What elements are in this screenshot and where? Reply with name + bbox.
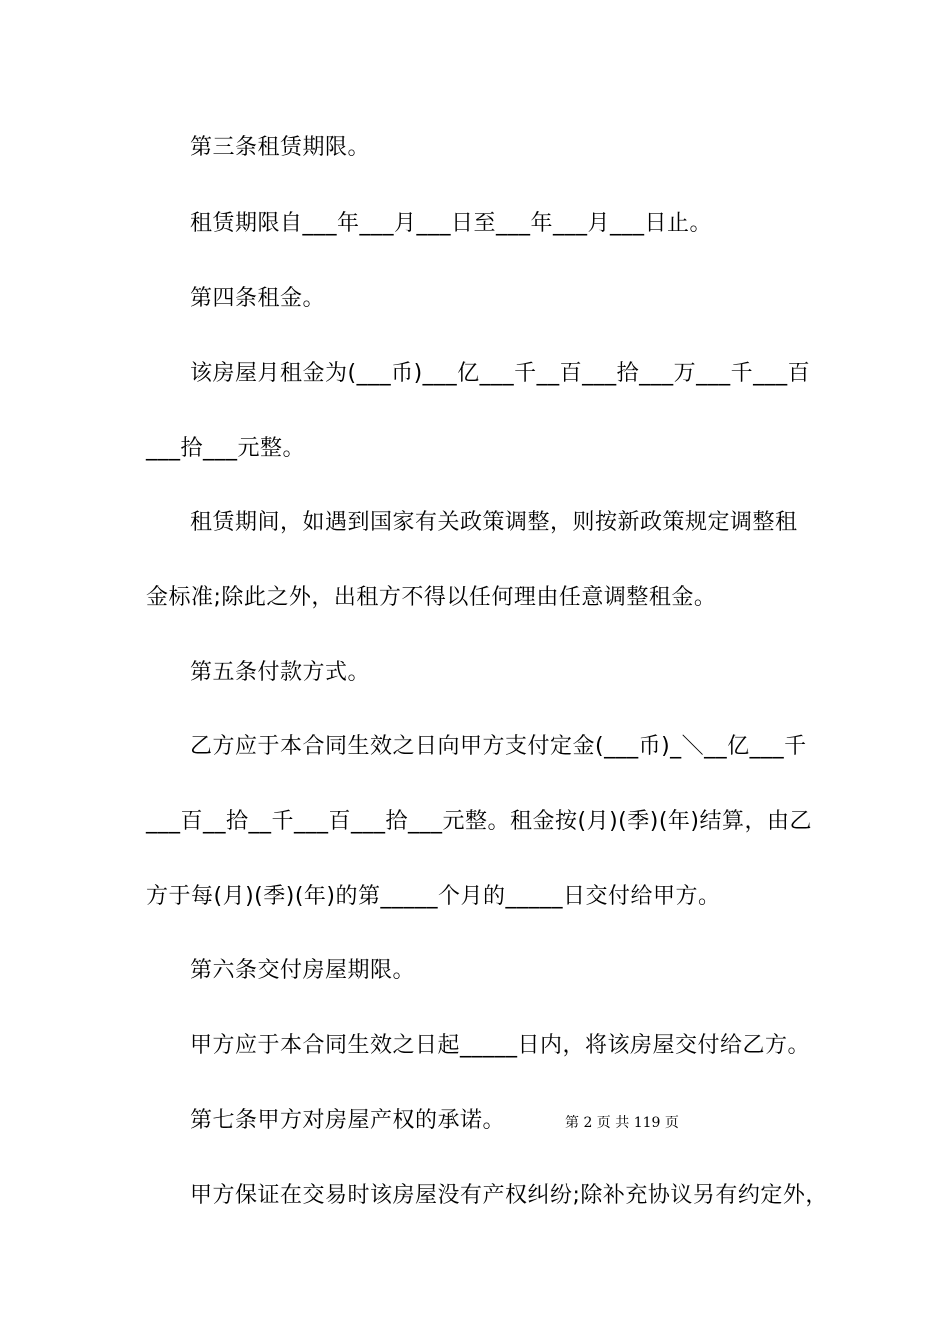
payment-paragraph-line-1: 乙方应于本合同生效之日向甲方支付定金(___币)_＼__亿___千 bbox=[190, 734, 807, 759]
rent-adjust-paragraph-line-1: 租赁期间，如遇到国家有关政策调整，则按新政策规定调整租 bbox=[190, 510, 798, 535]
lease-term-paragraph: 租赁期限自___年___月___日至___年___月___日止。 bbox=[190, 211, 713, 236]
payment-paragraph-line-2: ___百__拾__千___百___拾___元整。租金按(月)(季)(年)结算，由乙 bbox=[146, 809, 812, 834]
rent-paragraph-line-1: 该房屋月租金为(___币)___亿___千__百___拾___万___千___百 bbox=[190, 361, 811, 386]
payment-paragraph-line-3: 方于每(月)(季)(年)的第_____个月的_____日交付给甲方。 bbox=[146, 884, 721, 909]
page-number-footer: 第 2 页 共 119 页 bbox=[565, 1115, 679, 1131]
delivery-paragraph: 甲方应于本合同生效之日起_____日内，将该房屋交付给乙方。 bbox=[190, 1033, 811, 1058]
article-3-heading: 第三条租赁期限。 bbox=[190, 135, 371, 160]
rent-paragraph-line-2: ___拾___元整。 bbox=[146, 436, 306, 461]
article-5-heading: 第五条付款方式。 bbox=[190, 660, 371, 685]
article-7-heading: 第七条甲方对房屋产权的承诺。 bbox=[190, 1108, 506, 1133]
article-4-heading: 第四条租金。 bbox=[190, 286, 326, 311]
title-guarantee-paragraph-line-1: 甲方保证在交易时该房屋没有产权纠纷;除补充协议另有约定外， bbox=[190, 1183, 828, 1208]
rent-adjust-paragraph-line-2: 金标准;除此之外，出租方不得以任何理由任意调整租金。 bbox=[146, 585, 717, 610]
article-6-heading: 第六条交付房屋期限。 bbox=[190, 958, 416, 983]
